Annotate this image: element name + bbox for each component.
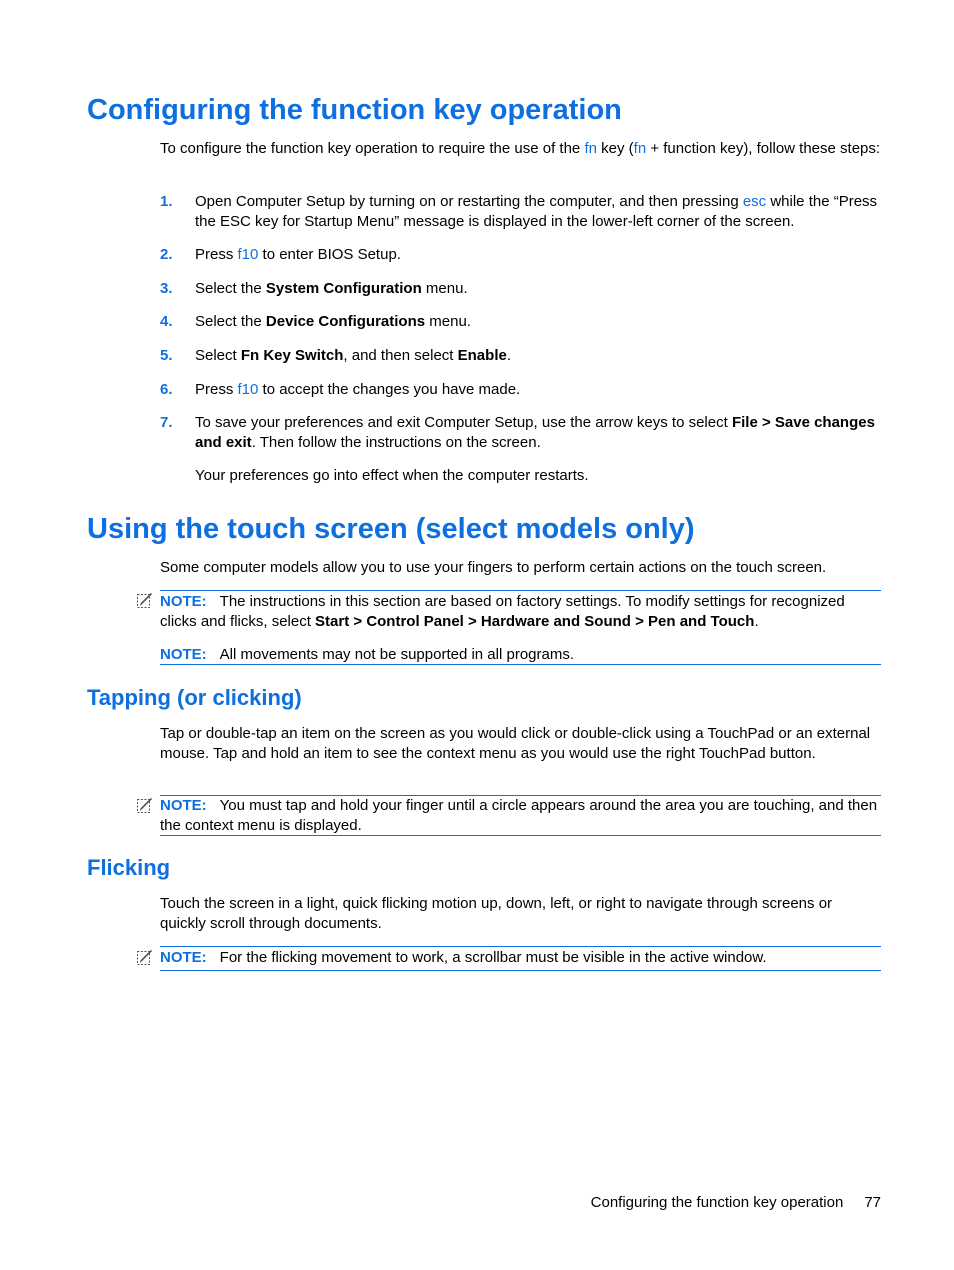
note-rule xyxy=(160,835,881,836)
step-7: To save your preferences and exit Computer Setup, use the arrow keys to select File > Save changes and exit. Then follow the instructions on the screen. xyxy=(195,414,875,451)
page-number: 77 xyxy=(864,1194,881,1211)
page-footer xyxy=(591,1193,881,1212)
heading-touch-screen: Using the touch screen (select models only) xyxy=(87,513,695,545)
note-label: NOTE: xyxy=(160,797,207,814)
fn-key-ref: fn xyxy=(584,140,597,157)
note-icon xyxy=(136,949,154,967)
note-movements: NOTE: All movements may not be supported in all programs. xyxy=(160,646,575,663)
step-number: 1. xyxy=(160,193,173,210)
note-label: NOTE: xyxy=(160,949,207,966)
note-icon xyxy=(136,797,154,815)
esc-key-ref: esc xyxy=(742,193,767,210)
note-icon xyxy=(136,592,154,610)
note-rule xyxy=(160,664,881,665)
step-7-result: Your preferences go into effect when the computer restarts. xyxy=(195,467,589,484)
f10-key-ref: f10 xyxy=(237,381,259,398)
footer-title: Configuring the function key operation xyxy=(590,1194,844,1211)
flicking-body: Touch the screen in a light, quick flicking motion up, down, left, or right to navigate through screens or quickly scroll through documents. xyxy=(160,895,833,932)
note-label: NOTE: xyxy=(160,593,207,610)
step-5: Select Fn Key Switch, and then select Enable. xyxy=(195,347,511,364)
step-4: Select the Device Configurations menu. xyxy=(195,313,471,330)
f10-key-ref: f10 xyxy=(237,246,259,263)
step-3: Select the System Configuration menu. xyxy=(195,280,468,297)
heading-tapping: Tapping (or clicking) xyxy=(87,685,302,710)
note-rule xyxy=(160,946,881,947)
step-2: Press f10 to enter BIOS Setup. xyxy=(195,246,401,263)
step-6: Press f10 to accept the changes you have made. xyxy=(195,381,521,398)
step-number: 5. xyxy=(160,347,173,364)
section1-intro: To configure the function key operation to require the use of the fn key (fn + function key), follow these steps: xyxy=(160,140,881,157)
section2-intro: Some computer models allow you to use your fingers to perform certain actions on the touch screen. xyxy=(160,559,827,576)
step-1: Open Computer Setup by turning on or restarting the computer, and then pressing esc while the “Press the ESC key for Startup Menu” message is displayed in the lower-left corner of the screen. xyxy=(195,193,878,230)
note-scrollbar: NOTE: For the flicking movement to work, a scrollbar must be visible in the active window. xyxy=(160,949,767,966)
note-factory-settings: NOTE: The instructions in this section are based on factory settings. To modify settings for recognized clicks and flicks, select Start > Control Panel > Hardware and Sound > Pen and Touch. xyxy=(160,593,845,630)
note-tap-hold: NOTE: You must tap and hold your finger until a circle appears around the area you are touching, and then the context menu is displayed. xyxy=(160,797,878,834)
step-number: 2. xyxy=(160,246,173,263)
step-number: 3. xyxy=(160,280,173,297)
step-number: 6. xyxy=(160,381,173,398)
tapping-body: Tap or double-tap an item on the screen as you would click or double-click using a TouchPad or an external mouse. Tap and hold an item to see the context menu as you would use the right TouchPad button. xyxy=(160,725,871,762)
heading-configuring-function-key: Configuring the function key operation xyxy=(87,94,622,126)
heading-flicking: Flicking xyxy=(87,855,171,880)
fn-key-ref: fn xyxy=(633,140,647,157)
note-rule xyxy=(160,590,881,591)
note-label: NOTE: xyxy=(160,646,207,663)
note-rule xyxy=(160,970,881,971)
step-number: 7. xyxy=(160,414,173,431)
step-number: 4. xyxy=(160,313,173,330)
